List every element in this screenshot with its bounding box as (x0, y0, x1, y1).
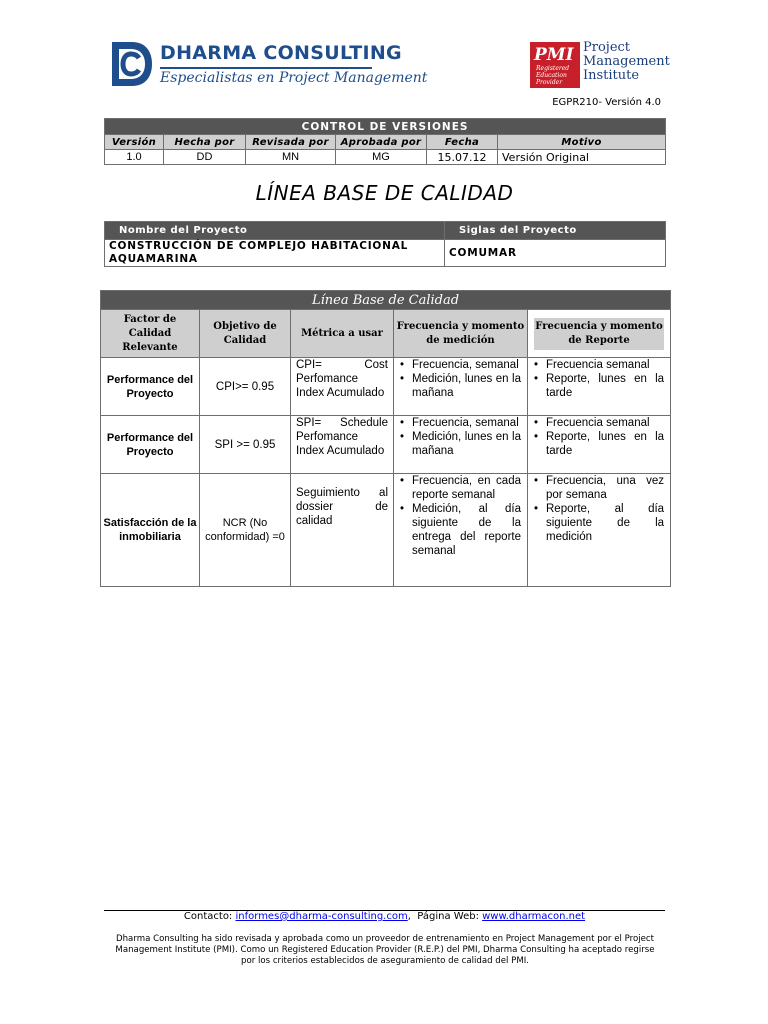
metric-cell: Seguimiento al dossier de calidad (291, 474, 394, 587)
metric-cell: SPI= Schedule Perfomance Index Acumulado (291, 416, 394, 474)
objective-cell: SPI >= 0.95 (200, 416, 291, 474)
document-code: EGPR210- Versión 4.0 (552, 97, 661, 108)
reason-value: Versión Original (498, 150, 666, 165)
metric-cell: CPI= Cost Perfomance Index Acumulado (291, 358, 394, 416)
list-item: • Frecuencia semanal (546, 358, 664, 372)
factor-cell: Performance del Proyecto (101, 416, 200, 474)
version-control-title: CONTROL DE VERSIONES (105, 119, 666, 135)
quality-baseline-table (100, 290, 671, 587)
pmi-logo (530, 40, 670, 90)
col-header-approved-by: Aprobada por (336, 135, 427, 150)
project-name-value: CONSTRUCCIÓN DE COMPLEJO HABITACIONAL AQUAMARINA (105, 240, 445, 267)
version-value: 1.0 (105, 150, 164, 165)
header-measurement: Frecuencia y momento de medición (394, 310, 528, 358)
header-objective: Objetivo de Calidad (200, 310, 291, 358)
list-item: • Medición, al día siguiente de la entrega del reporte semanal (412, 502, 521, 558)
header-metric: Métrica a usar (291, 310, 394, 358)
contact-label: Contacto: (183, 911, 233, 922)
objective-cell: CPI>= 0.95 (200, 358, 291, 416)
measurement-cell (394, 416, 528, 474)
website-link[interactable]: www.dharmacon.net (482, 911, 586, 922)
list-item: • Reporte, lunes en la tarde (546, 430, 664, 458)
table-row (101, 358, 671, 416)
measurement-cell (394, 358, 528, 416)
footer-disclaimer: Dharma Consulting ha sido revisada y aprobada como un proveedor de entrenamiento en Project Management por el Project Management Institute (PMI). Como un Registered Education Provider (R.E.P.) del PMI, Dharma Consulting ha aceptado regirse por los criterios establecidos de aseguramiento de calidad del PMI. (115, 934, 655, 966)
company-tagline: Especialistas en Project Management (160, 70, 428, 86)
list-item: • Frecuencia, una vez por semana (546, 474, 664, 502)
factor-cell: Performance del Proyecto (101, 358, 200, 416)
approved-by-value: MG (336, 150, 427, 165)
footer-contact: Contacto: informes@dharma-consulting.com, Página Web: www.dharmacon.net (183, 911, 586, 922)
reporting-cell (528, 358, 671, 416)
header-reporting-label: Frecuencia y momento de Reporte (534, 318, 664, 350)
col-header-reason: Motivo (498, 135, 666, 150)
quality-baseline-title: Línea Base de Calidad (101, 291, 671, 310)
list-item: • Frecuencia semanal (546, 416, 664, 430)
list-item: • Reporte, lunes en la tarde (546, 372, 664, 400)
table-row (101, 416, 671, 474)
pmi-rep-badge-icon (530, 42, 580, 88)
col-header-version: Versión (105, 135, 164, 150)
list-item: • Frecuencia, semanal (412, 358, 521, 372)
logo-rule (160, 67, 372, 69)
list-item: • Frecuencia, semanal (412, 416, 521, 430)
date-value: 15.07.12 (427, 150, 498, 165)
header-factor: Factor de Calidad Relevante (101, 310, 200, 358)
project-acronym-value: COMUMAR (445, 240, 666, 267)
header-reporting (528, 310, 671, 358)
svg-text:Registered: Registered (536, 65, 570, 72)
table-row (101, 474, 671, 587)
svg-text:PMI: PMI (534, 45, 574, 65)
list-item: • Medición, lunes en la mañana (412, 372, 521, 400)
dharma-logo-icon (110, 40, 154, 88)
list-item: • Frecuencia, en cada reporte semanal (412, 474, 521, 502)
svg-text:Provider: Provider (536, 79, 563, 86)
email-link[interactable]: informes@dharma-consulting.com (235, 911, 408, 922)
col-header-made-by: Hecha por (164, 135, 246, 150)
pmi-line-1: Project (583, 40, 631, 55)
made-by-value: DD (164, 150, 246, 165)
project-acronym-header (445, 222, 666, 240)
reporting-cell (528, 416, 671, 474)
project-acronym-header-label: Siglas del Proyecto (459, 225, 577, 236)
dharma-logo (110, 40, 428, 90)
project-name-header (105, 222, 445, 240)
measurement-cell (394, 474, 528, 587)
reviewed-by-value: MN (246, 150, 336, 165)
page-title: LÍNEA BASE DE CALIDAD (255, 181, 514, 205)
web-label: Página Web: (417, 911, 479, 922)
pmi-name (583, 41, 670, 83)
svg-text:Education: Education (536, 72, 567, 79)
reporting-cell (528, 474, 671, 587)
project-table (104, 221, 666, 267)
pmi-line-2: Management (583, 54, 670, 69)
pmi-line-3: Institute (583, 68, 640, 83)
company-name: DHARMA CONSULTING (160, 42, 402, 64)
col-header-reviewed-by: Revisada por (246, 135, 336, 150)
list-item: • Reporte, al día siguiente de la medición (546, 502, 664, 544)
table-row (105, 150, 666, 165)
project-name-header-label: Nombre del Proyecto (119, 225, 248, 236)
col-header-date: Fecha (427, 135, 498, 150)
list-item: • Medición, lunes en la mañana (412, 430, 521, 458)
version-control-table (104, 118, 666, 165)
factor-cell: Satisfacción de la inmobiliaria (101, 474, 200, 587)
objective-cell: NCR (No conformidad) =0 (200, 474, 291, 587)
